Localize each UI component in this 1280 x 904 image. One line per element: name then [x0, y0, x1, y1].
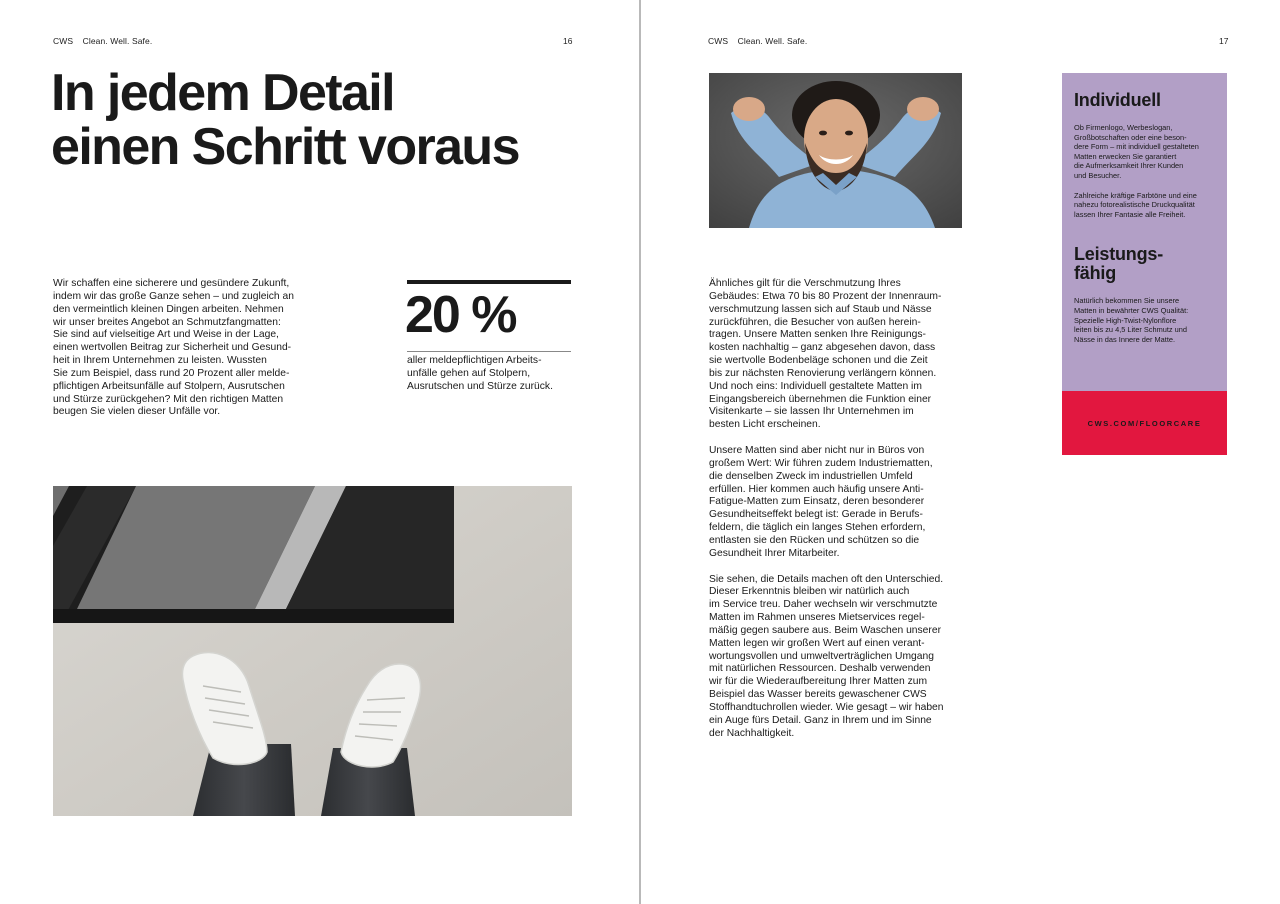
body-paragraph: Sie sehen, die Details machen oft den Unterschied. Dieser Erkenntnis bleiben wir natürlich auch im Service treu. Daher wechseln wir verschmutzte Matten im Rahmen unseres Mietservices regel- mäßig gegen saubere aus. Beim Waschen unserer Matten legen wir großen Wert auf einen verant- wortungsvollen und umweltverträglichen Umgang mit natürlichen Ressourcen. Deshalb verwenden wir für die Wiederaufbereitung Ihrer Matten zum Beispiel das Wasser bereits gewaschener CWS Stoffhandtuchrollen wieder. Wie gesagt – wir haben ein Auge fürs Detail. Ganz in Ihrem und im Sinne der Nachhaltigkeit. — [709, 573, 944, 739]
page-number-right: 17 — [1219, 36, 1229, 46]
floor-mat-illustration — [53, 486, 572, 816]
floorcare-link[interactable]: CWS.COM/FLOORCARE — [1087, 418, 1202, 428]
intro-text-block — [53, 278, 353, 419]
page-headline — [51, 66, 611, 174]
intro-paragraph: Wir schaffen eine sicherere und gesündere Zukunft, indem wir das große Ganze sehen – und zugleich an den vermeintlich kleinen Dingen arbeiten. Nehmen wir unser breites Angebot an Schmutzfangmatten: Sie sind auf vielseitige Art und Weise in der Lage, einen wertvollen Beitrag zur Sicherheit und Gesund- heit in Ihrem Unternehmen zu leisten. Wussten Sie zum Beispiel, dass rund 20 Prozent aller melde- pflichtigen Arbeitsunfälle auf Stolpern, Ausrutschen und Stürze zurückgehen? Mit den richtigen Matten beugen Sie vielen dieser Unfälle vor. — [53, 278, 294, 418]
stat-value: 20 % — [405, 286, 516, 344]
portrait-photo — [709, 73, 962, 228]
brand-label: CWS — [53, 36, 74, 46]
running-head-right — [708, 36, 807, 46]
body-paragraph: Ähnliches gilt für die Verschmutzung Ihres Gebäudes: Etwa 70 bis 80 Prozent der Innenraum- verschmutzung lassen sich auf Staub und Nässe zurückführen, die Besucher von außen herein- tragen. Unsere Matten senken Ihre Reinigungs- kosten nachhaltig – ganz abgesehen davon, dass sie wertvolle Bodenbeläge schonen und die Zeit bis zur nächsten Renovierung verlängern können. Und noch eins: Individuell gestaltete Matten im Eingangsbereich übernehmen die Funktion einer Visitenkarte – sie lassen Ihr Unternehmen im besten Licht erscheinen. — [709, 278, 942, 431]
body-paragraph: Unsere Matten sind aber nicht nur in Büros von großem Wert: Wir führen zudem Industriematten, die denselben Zweck im industriellen Umfeld erfüllen. Hier kommen auch häufig unsere Anti- Fatigue-Matten zum Einsatz, deren besonderer Gesundheitseffekt belegt ist: Gerade in Berufs- feldern, die täglich ein langes Stehen erfordern, entlasten sie den Rücken und schützen so die Gesundheit Ihrer Mitarbeiter. — [709, 445, 933, 559]
tagline-label: Clean. Well. Safe. — [737, 36, 808, 46]
tagline-label: Clean. Well. Safe. — [82, 36, 153, 46]
left-page — [0, 0, 639, 904]
headline-line-1: In jedem Detail — [51, 64, 394, 122]
sidebar-title-individuell: Individuell — [1074, 90, 1161, 110]
sidebar-text: Zahlreiche kräftige Farbtöne und eine nahezu fotorealistische Druckqualität lassen Ihrer Fantasie alle Freiheit. — [1074, 190, 1197, 219]
portrait-illustration — [709, 73, 962, 228]
main-text-block — [709, 278, 969, 740]
floor-mat-photo — [53, 486, 572, 816]
floorcare-link-box[interactable] — [1062, 391, 1227, 455]
brand-label: CWS — [708, 36, 729, 46]
sidebar-text: Ob Firmenlogo, Werbeslogan, Großbotschaften oder eine beson- dere Form – mit individuell gestalteten Matten erwecken Sie garantiert die Aufmerksamkeit Ihrer Kunden und Besucher. — [1074, 123, 1199, 180]
running-head-left — [53, 36, 152, 46]
sidebar-title-leistungsfaehig: Leistungs- fähig — [1074, 244, 1164, 284]
page-number-left: 16 — [563, 36, 573, 46]
stat-caption: aller meldepflichtigen Arbeits- unfälle gehen auf Stolpern, Ausrutschen und Stürze zurück. — [407, 355, 553, 392]
headline-line-2: einen Schritt voraus — [51, 118, 519, 176]
stat-divider — [407, 351, 571, 352]
feature-sidebar — [1062, 73, 1227, 391]
sidebar-text: Natürlich bekommen Sie unsere Matten in bewährter CWS Qualität: Spezielle High-Twist-Nylonflore leiten bis zu 4,5 Liter Schmutz und Nässe in das Innere der Matte. — [1074, 296, 1189, 344]
stat-top-rule — [407, 280, 571, 284]
